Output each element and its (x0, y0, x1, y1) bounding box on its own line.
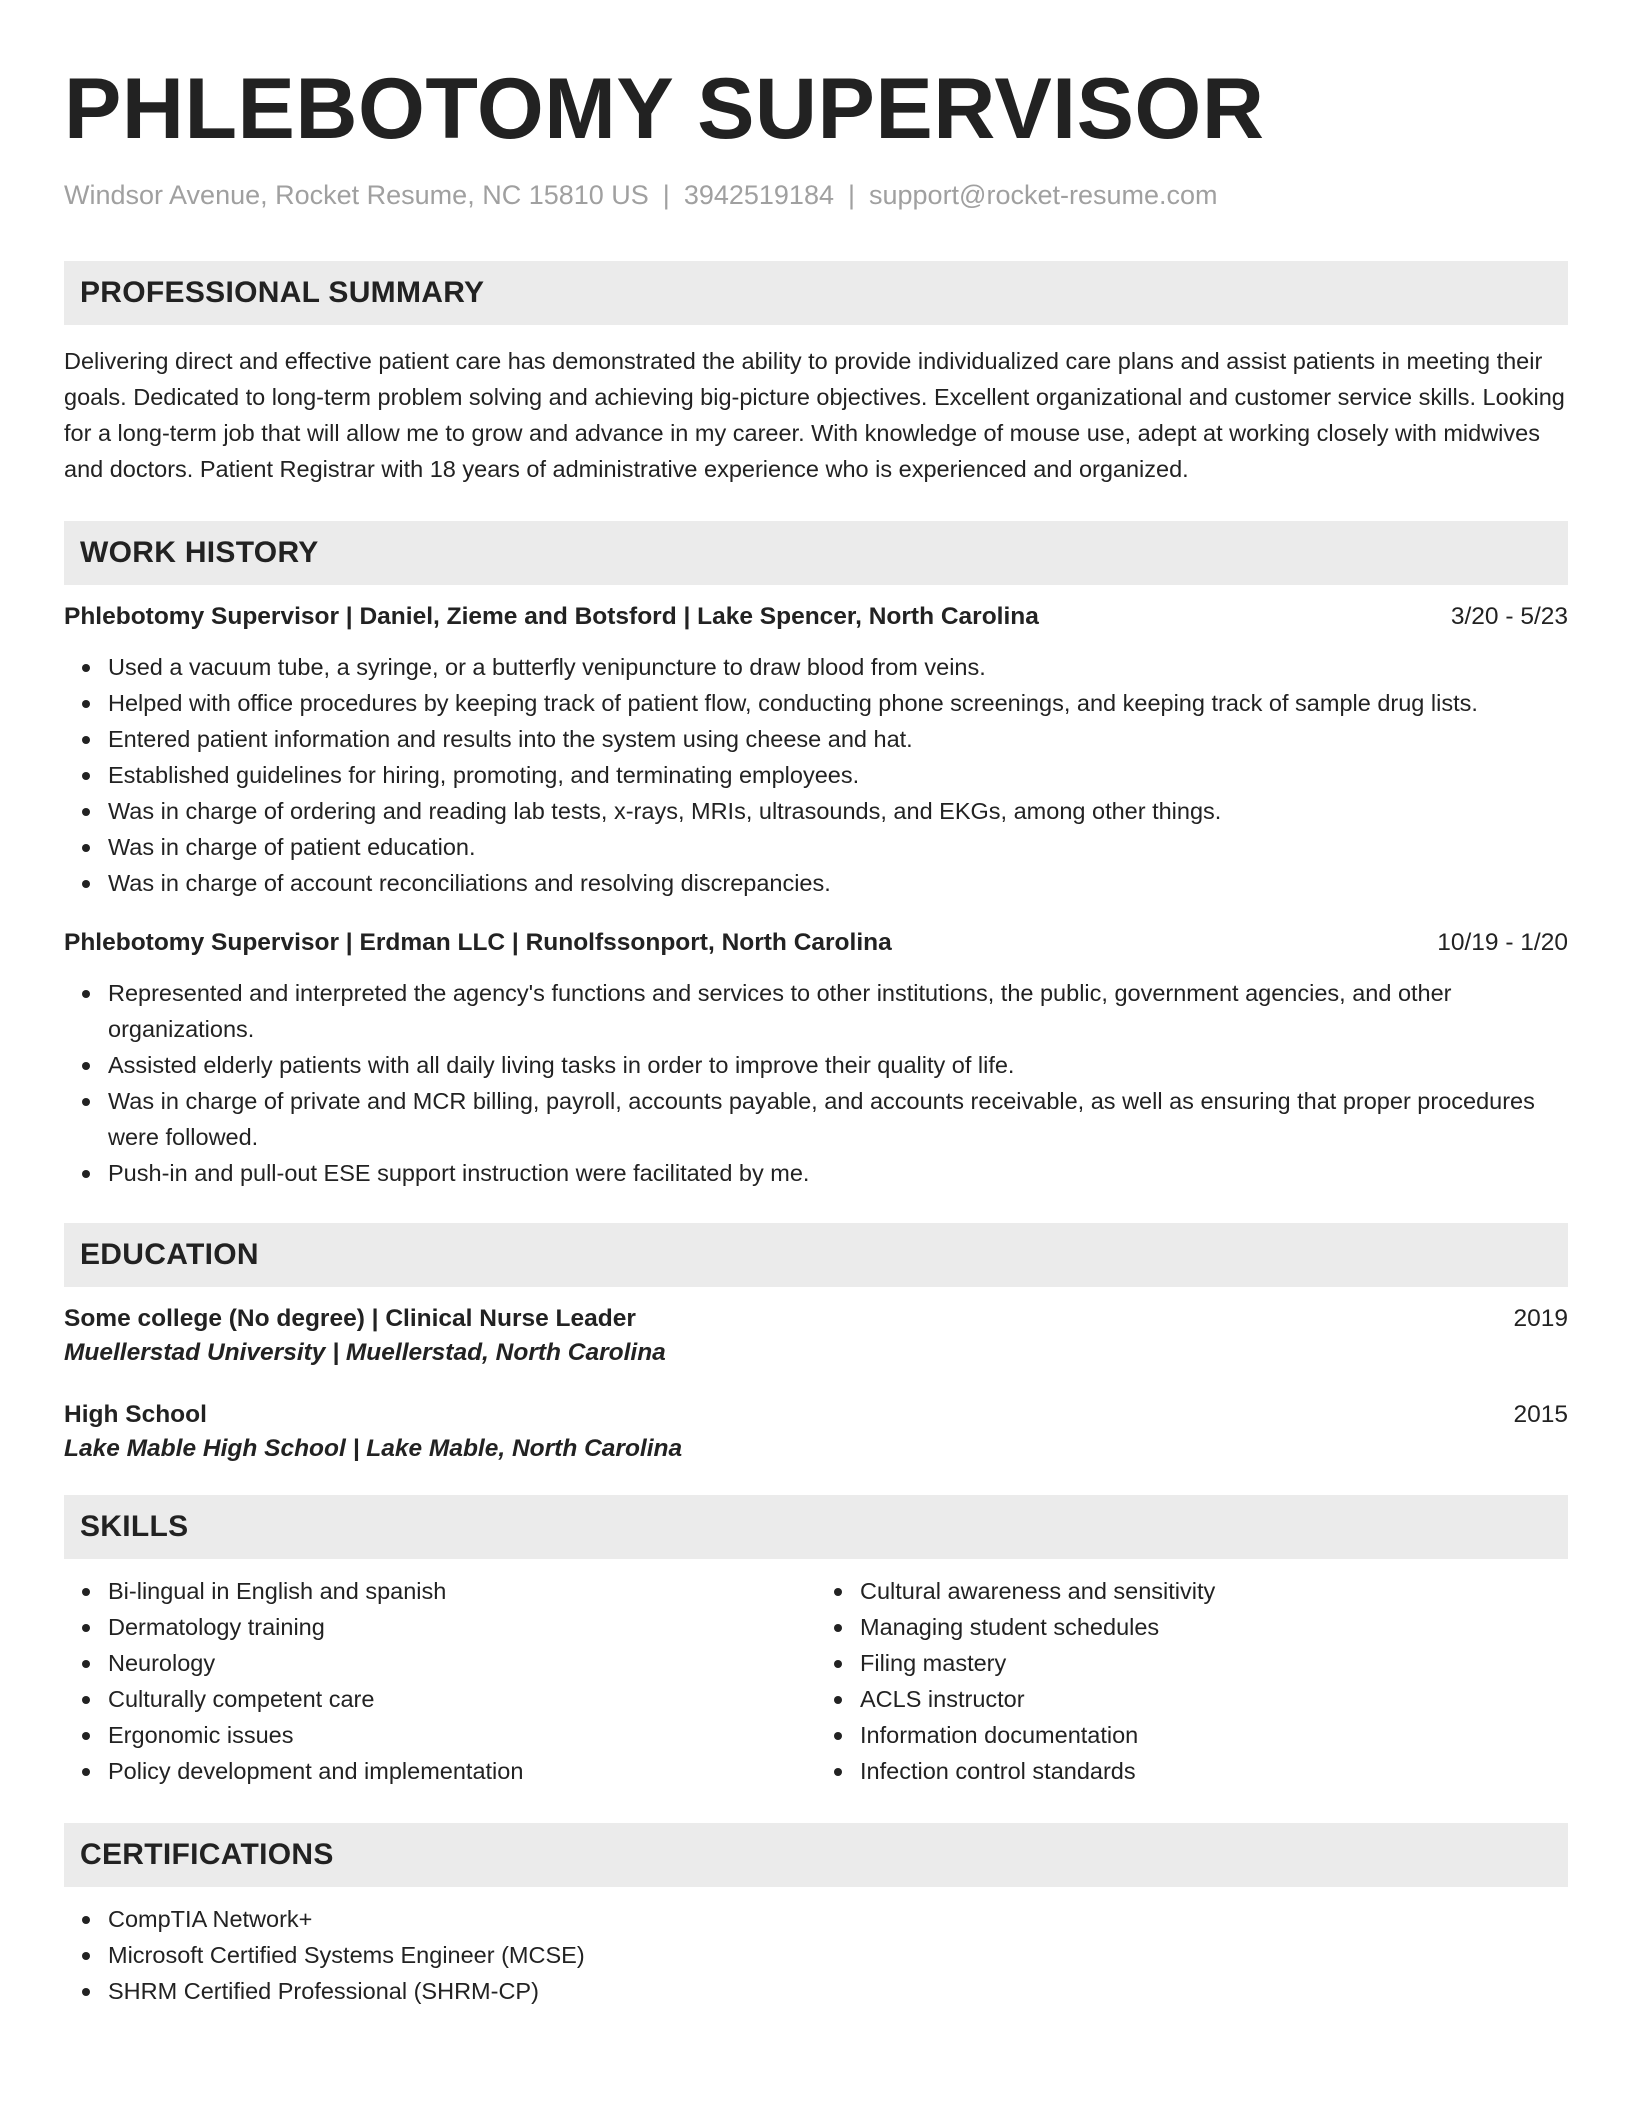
list-item: ACLS instructor (860, 1681, 1568, 1717)
education-year: 2015 (1513, 1401, 1568, 1428)
skills-column-left (64, 1573, 816, 1789)
job-header (64, 929, 1568, 957)
section-header-certifications: CERTIFICATIONS (64, 1823, 1568, 1887)
list-item: Filing mastery (860, 1645, 1568, 1681)
list-item: Represented and interpreted the agency's functions and services to other institutions, the public, government agencies, and other organizations. (108, 975, 1568, 1047)
certifications-list (64, 1901, 1568, 2009)
job-header (64, 603, 1568, 631)
list-item: CompTIA Network+ (108, 1901, 1568, 1937)
list-item: Entered patient information and results into the system using cheese and hat. (108, 721, 1568, 757)
skills-grid (64, 1573, 1568, 1789)
list-item: SHRM Certified Professional (SHRM-CP) (108, 1973, 1568, 2009)
section-header-skills: SKILLS (64, 1495, 1568, 1559)
list-item: Assisted elderly patients with all daily living tasks in order to improve their quality of life. (108, 1047, 1568, 1083)
job-entry (64, 603, 1568, 901)
contact-email: support@rocket-resume.com (869, 180, 1218, 210)
resume-title: PHLEBOTOMY SUPERVISOR (64, 61, 1265, 157)
contact-phone: 3942519184 (683, 180, 834, 210)
list-item: Microsoft Certified Systems Engineer (MCSE) (108, 1937, 1568, 1973)
education-degree: High School (64, 1401, 207, 1428)
list-item: Was in charge of private and MCR billing, payroll, accounts payable, and accounts receivable, as well as ensuring that proper procedures were followed. (108, 1083, 1568, 1155)
education-header (64, 1305, 1568, 1333)
skills-column-right (816, 1573, 1568, 1789)
skills-list (816, 1573, 1568, 1789)
job-dates: 3/20 - 5/23 (1450, 603, 1568, 630)
contact-line (64, 180, 1568, 211)
education-year: 2019 (1513, 1305, 1568, 1332)
list-item: Push-in and pull-out ESE support instruction were facilitated by me. (108, 1155, 1568, 1191)
contact-separator: | (847, 180, 855, 210)
skills-list (64, 1573, 816, 1789)
list-item: Infection control standards (860, 1753, 1568, 1789)
summary-text: Delivering direct and effective patient care has demonstrated the ability to provide individualized care plans and assist patients in meeting their goals. Dedicated to long-term problem solving and achieving big-picture objectives. Excellent organizational and customer service skills. Looking for a long-term job that will allow me to grow and advance in my career. With knowledge of mouse use, adept at working closely with midwives and doctors. Patient Registrar with 18 years of administrative experience who is experienced and organized. (64, 348, 1565, 482)
job-entry (64, 929, 1568, 1191)
list-item: Ergonomic issues (108, 1717, 816, 1753)
education-school: Lake Mable High School | Lake Mable, North Carolina (64, 1435, 683, 1462)
list-item: Policy development and implementation (108, 1753, 816, 1789)
education-entry (64, 1305, 1568, 1367)
list-item: Bi-lingual in English and spanish (108, 1573, 816, 1609)
education-school: Muellerstad University | Muellerstad, North Carolina (64, 1339, 666, 1366)
list-item: Was in charge of ordering and reading lab tests, x-rays, MRIs, ultrasounds, and EKGs, among other things. (108, 793, 1568, 829)
contact-separator: | (662, 180, 670, 210)
list-item: Was in charge of patient education. (108, 829, 1568, 865)
job-bullet-list (64, 975, 1568, 1191)
contact-address: Windsor Avenue, Rocket Resume, NC 15810 US (64, 180, 649, 210)
list-item: Information documentation (860, 1717, 1568, 1753)
list-item: Was in charge of account reconciliations and resolving discrepancies. (108, 865, 1568, 901)
list-item: Dermatology training (108, 1609, 816, 1645)
job-bullet-list (64, 649, 1568, 901)
education-header (64, 1401, 1568, 1429)
list-item: Neurology (108, 1645, 816, 1681)
list-item: Established guidelines for hiring, promoting, and terminating employees. (108, 757, 1568, 793)
section-header-work-history: WORK HISTORY (64, 521, 1568, 585)
list-item: Culturally competent care (108, 1681, 816, 1717)
list-item: Used a vacuum tube, a syringe, or a butterfly venipuncture to draw blood from veins. (108, 649, 1568, 685)
education-degree: Some college (No degree) | Clinical Nurse Leader (64, 1305, 636, 1332)
section-header-summary: PROFESSIONAL SUMMARY (64, 261, 1568, 325)
education-entry (64, 1401, 1568, 1463)
list-item: Helped with office procedures by keeping track of patient flow, conducting phone screenings, and keeping track of sample drug lists. (108, 685, 1568, 721)
job-heading: Phlebotomy Supervisor | Daniel, Zieme and Botsford | Lake Spencer, North Carolina (64, 603, 1039, 630)
section-header-education: EDUCATION (64, 1223, 1568, 1287)
list-item: Cultural awareness and sensitivity (860, 1573, 1568, 1609)
job-heading: Phlebotomy Supervisor | Erdman LLC | Runolfssonport, North Carolina (64, 929, 892, 956)
job-dates: 10/19 - 1/20 (1437, 929, 1568, 956)
list-item: Managing student schedules (860, 1609, 1568, 1645)
